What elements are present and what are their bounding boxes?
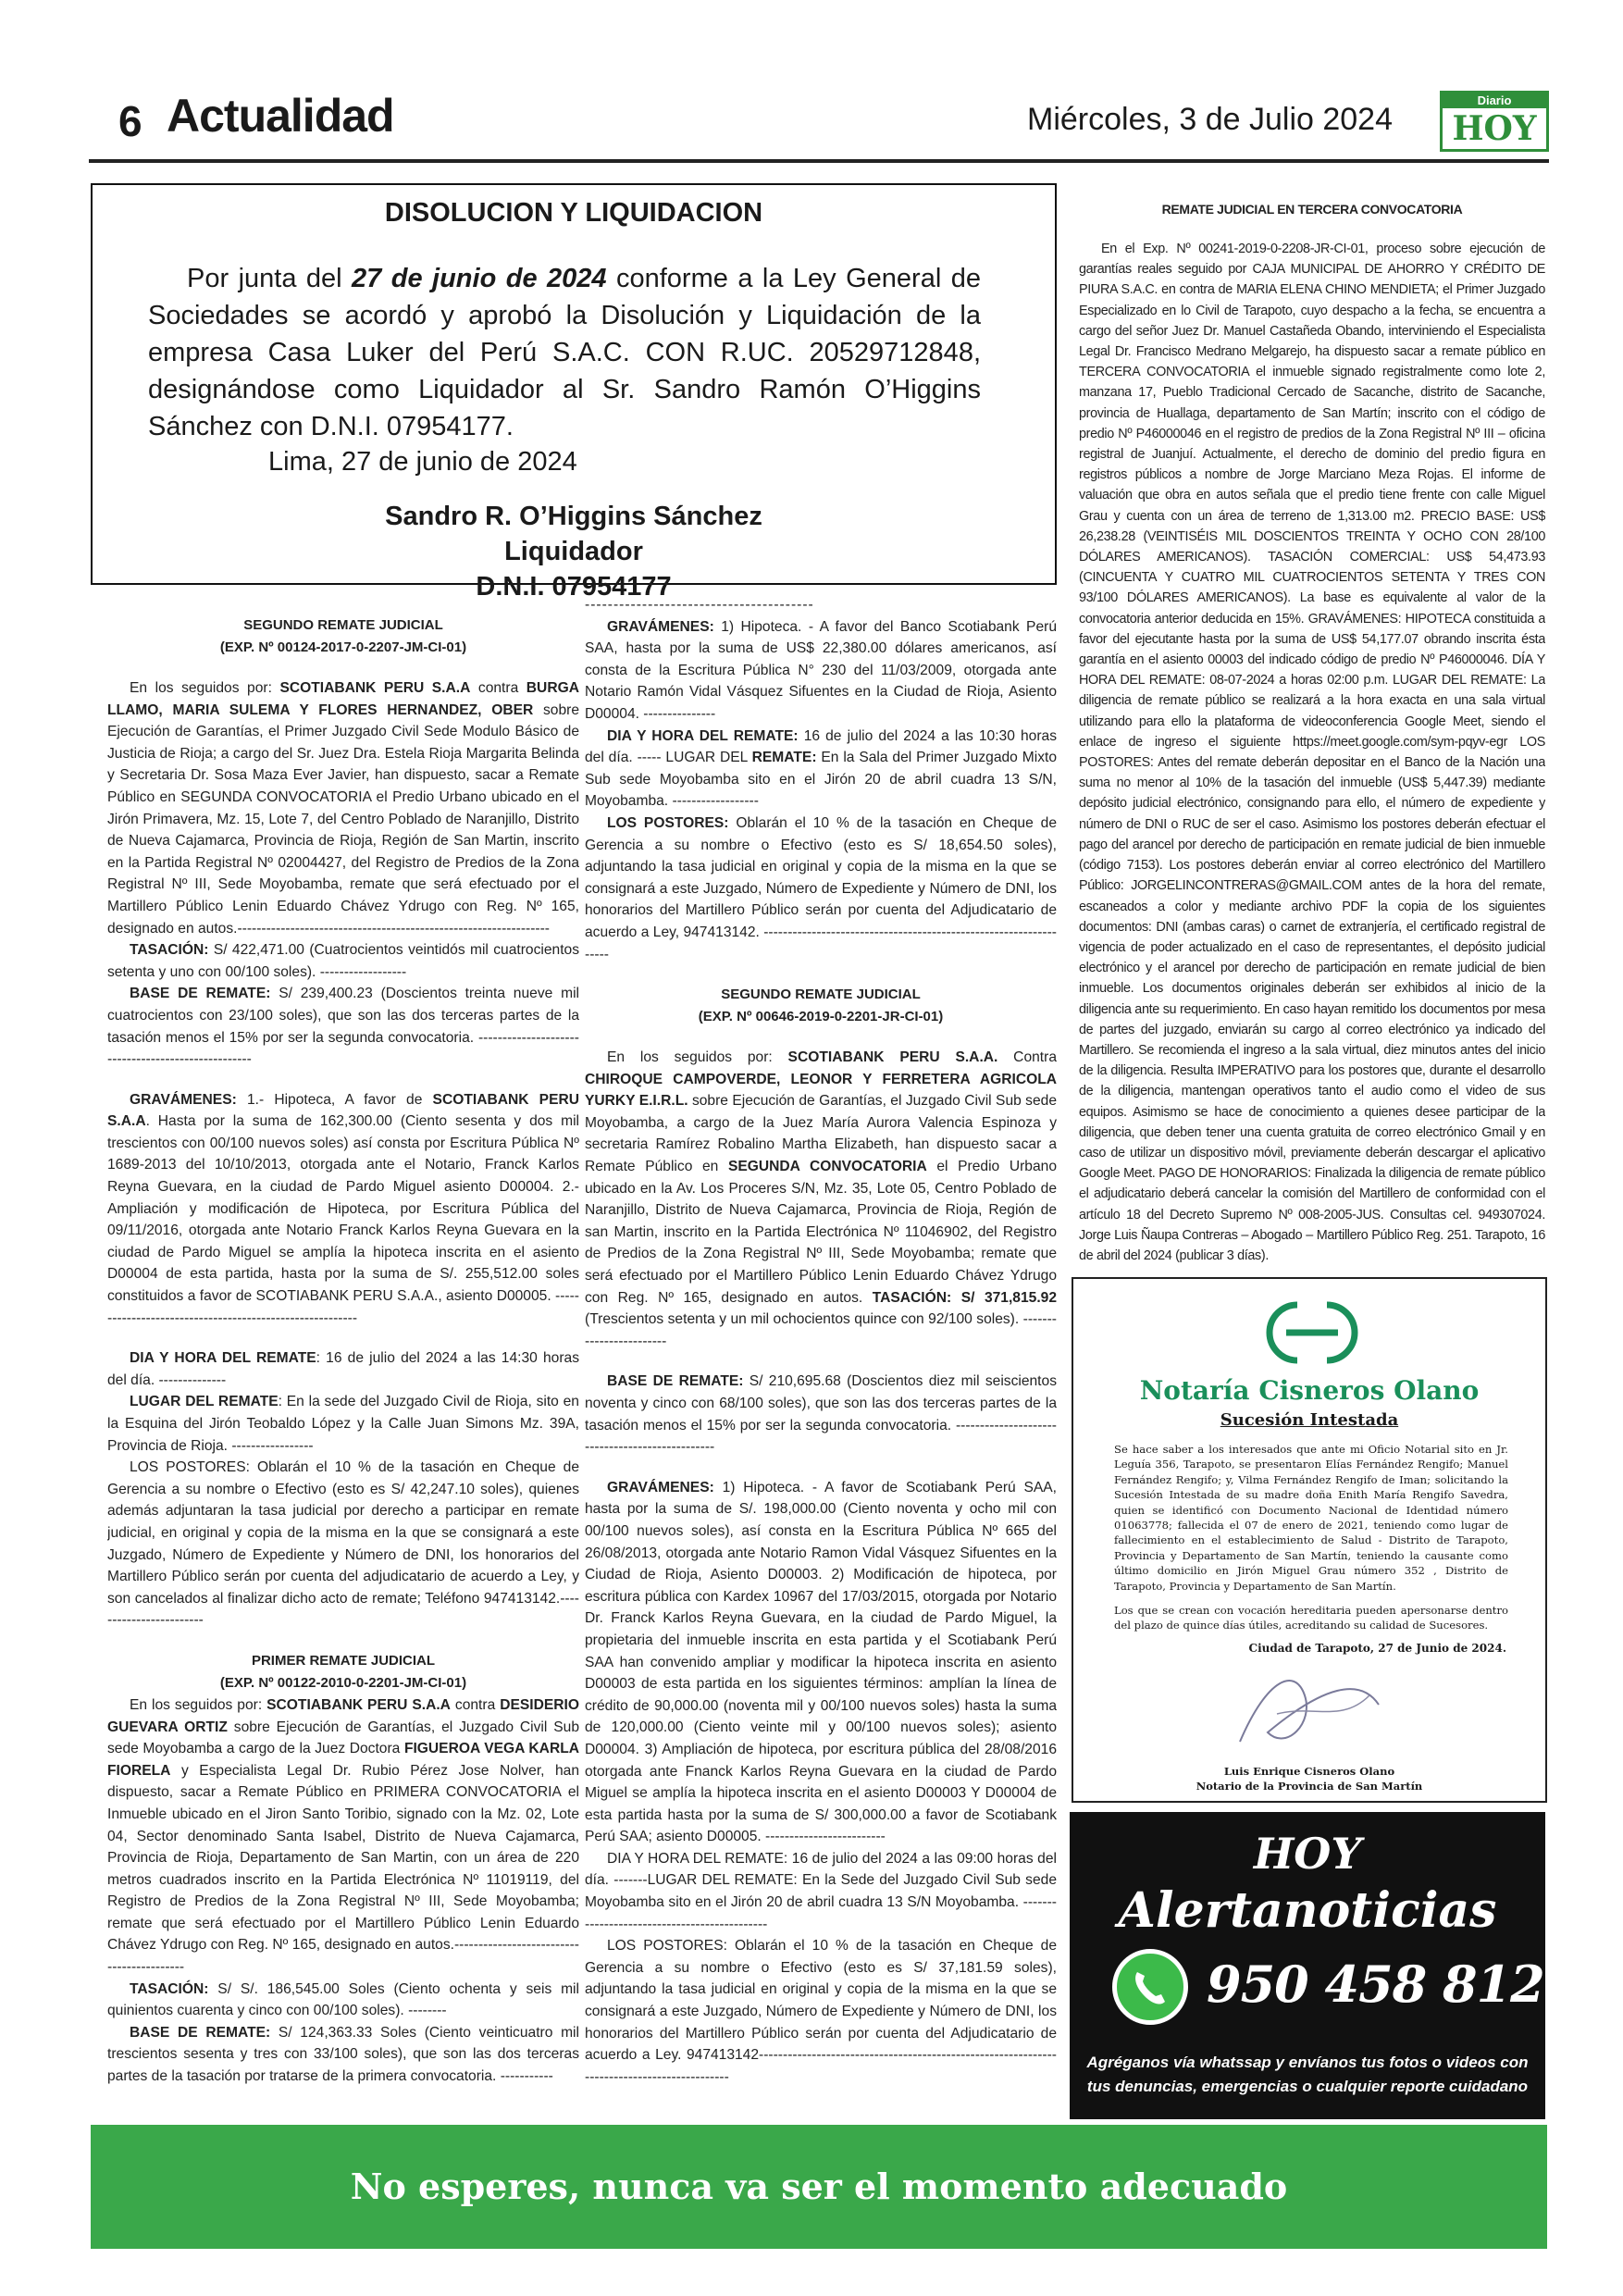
disolucion-sig-role: Liquidador xyxy=(504,537,643,566)
logo-main: HOY xyxy=(1452,109,1537,148)
disolucion-sig-name: Sandro R. O’Higgins Sánchez xyxy=(385,502,762,531)
disolucion-place: Lima, 27 de junio de 2024 xyxy=(268,447,577,477)
alerta-phone: 950 458 812 xyxy=(1207,1955,1544,2014)
logo-top: Diario xyxy=(1443,93,1546,108)
whatsapp-icon xyxy=(1112,1949,1188,2025)
remate1-lugar: LUGAR DEL REMATE: En la sede del Juzgado Civil de Rioja, sito en la Esquina del Jirón Teobaldo López y la Calle Juan Simons Mz. 39A, Provincia de Rioja. ----------------- xyxy=(107,1394,579,1454)
remate1-exp: (EXP. Nº 00124-2017-0-2207-JM-CI-01) xyxy=(219,639,467,655)
column-1 xyxy=(107,614,579,2104)
remate1-gravamenes: GRAVÁMENES: 1.- Hipoteca, A favor de SCOTIABANK PERU S.A.A. Hasta por la suma de 162,300.00 (Ciento sesenta y dos mil trescientos con 00/100 nuevos soles) así consta por Escritura Pública Nº 1689-2013 del 10/10/2013, otorgada ante el Notario, Franck Karlos Reyna Guevara, en la ciudad de Pardo Miguel asiento D00004. 2.- Ampliación y modificación de Hipoteca, por Escritura Pública del 09/11/2016, otorgada ante Notario Franck Karlos Reyna Guevara en la ciudad de Pardo Miguel se amplía la hipoteca inscrita en el asiento D00004 de esta partida, hasta por la suma de S/. 255,512.00 soles constituidos a favor de SCOTIABANK PERU S.A.A., asiento D00005. --------------------------------------------------------- xyxy=(107,1091,579,1326)
disolucion-sig-dni: D.N.I. 07954177 xyxy=(476,572,672,602)
remate2-exp: (EXP. Nº 00122-2010-0-2201-JM-CI-01) xyxy=(219,1674,467,1691)
remate1-intro: En los seguidos por: SCOTIABANK PERU S.A.A contra BURGA LLAMO, MARIA SULEMA Y FLORES HERNANDEZ, OBER sobre Ejecución de Garantías, el Primer Juzgado Civil Sede Modulo Básico de Justicia de Rioja; a cargo del Sr. Juez Dra. Estela Rioja Margarita Belinda y Secretaria Dr. Sosa Maza Ever Javier, han dispuesto, sacar a Remate Público en SEGUNDA CONVOCATORIA el Predio Urbano ubicado en el Jirón Primavera, Mz. 15, Lote 7, del Centro Poblado de Naranjillo, Distrito de Nueva Cajamarca, Provincia de Rioja, Región de San Martin, inscrito en la Partida Registral Nº 02004427, del Registro de Predios de la Zona Registral Nº III, Sede Moyobamba, remate que será efectuado por el Martillero Público Lenin Eduardo Chávez Ydrugo con Reg. Nº 165, designado en autos.----------------------------------------------------------------- xyxy=(107,680,579,937)
remate3-exp: (EXP. Nº 00646-2019-0-2201-JR-CI-01) xyxy=(698,1009,944,1025)
column-2 xyxy=(585,594,1057,2084)
remate3-gravamenes: GRAVÁMENES: 1) Hipoteca. - A favor de Scotiabank Perú SAA, hasta por la suma de S/. 198,000.00 (Ciento noventa y ocho mil con 00/100 nuevos soles), así consta en la Escritura Pública Nº 665 del 26/08/2013, otorgada ante Notario Ramon Vidal Vásquez Sifuentes en la Ciudad de Rioja, Asiento D00003. 2) Modificación de hipoteca, por escritura pública con Kardex 10967 del 17/03/2015, otorgada por Notario Dr. Franck Karlos Reyna Guevara, en la ciudad de Pardo Miguel, la propietaria del inmueble inscrita en esta partida y el Scotiabank Perú SAA han convenido ampliar y modificar la hipoteca inscrita en asiento D00003 de esta partida en los siguientes términos: amplían la línea de crédito de 90,000.00 (noventa mil y 00/100 nuevos soles) hasta la suma de 120,000.00 (Ciento veinte mil y 00/100 nuevos soles); asiento D00004. 3) Ampliación de hipoteca, por escritura pública del 28/08/2016 otorgada ante Fnanck Karlos Reyna Guevara en la ciudad de Pardo Miguel se amplía la hipoteca inscrita en el asiento D00003 Y D00004 de esta partida hasta por la suma de S/ 300,000.00 a favor de Scotiabank Perú SAA; asiento D00005. ------------------------- xyxy=(585,1479,1057,1845)
col2-gravamenes: GRAVÁMENES: 1) Hipoteca. - A favor del Banco Scotiabank Perú SAA, hasta por la suma de US$ 22,380.00 dólares americanos, así consta de la Escritura Pública N° 230 del 11/03/2009, otorgada ante Notario Ramón Vidal Vásquez Sifuentes en la Ciudad de Rioja, Asiento D00004. --------------- xyxy=(585,618,1057,722)
remate2-base: BASE DE REMATE: S/ 124,363.33 Soles (Ciento veinticuatro mil trescientos sesenta y tres con 33/100 soles), que son las dos terceras partes de la tasación por tratarse de la primera convocatoria. ----------- xyxy=(107,2024,579,2085)
notaria-sig-name: Luis Enrique Cisneros Olano xyxy=(1223,1765,1395,1778)
alerta-footer: Agréganos vía whatssap y envíanos tus fotos o videos con tus denuncias, emergencias o cualquier reporte cuidadano xyxy=(1086,2054,1529,2095)
notaria-signature xyxy=(1073,1764,1545,1793)
remate1-postores: LOS POSTORES: Oblarán el 10 % de la tasación en Cheque de Gerencia a su nombre o Efectivo (esto es S/ 42,247.10 soles), quienes además adjuntaran la tasa judicial por derecho a participar en remate judicial, en original y copia de la misma en la que se consignará a este Juzgado, Número de Expediente y Número de DNI, los honorarios del Martillero Público serán por cuenta del adjudicatario de acuerdo a Ley, y son cancelados al finalizar dicho acto de remate; Teléfono 947413142.------------------------ xyxy=(107,1459,579,1629)
signature-icon xyxy=(1212,1658,1397,1760)
remate3-title: SEGUNDO REMATE JUDICIAL xyxy=(721,987,921,1003)
remate2-title: PRIMER REMATE JUDICIAL xyxy=(251,1652,436,1669)
notaria-name: Notaría Cisneros Olano xyxy=(1139,1375,1480,1406)
notaria-p1: Se hace saber a los interesados que ante mi Oficio Notarial sito en Jr. Leguía 356, Tarapoto, se presentaron Elías Fernández Rengifo; Manuel Fernández Rengifo; y, Vilma Fernández Rengifo de Iman; solicitando la Sucesión Intestada de su madre doña Enith María Rengifo Savedra, quien se identificó con Documento Nacional de Identidad número 01063778; fallecida el 07 de enero de 2021, teniendo como lugar de fallecimiento en el establecimiento de Salud - Distrito de Tarapoto, Provincia y Departamento de San Martín, teniendo la causante como último domicilio en Jirón Miguel Grau número 352 , Distrito de Tarapoto, Provincia y Departamento de San Martín. xyxy=(1114,1443,1508,1593)
diario-hoy-logo xyxy=(1440,91,1549,152)
remate1-title: SEGUNDO REMATE JUDICIAL xyxy=(243,617,443,633)
disolucion-title: DISOLUCION Y LIQUIDACION xyxy=(384,198,763,228)
remate3-dia: DIA Y HORA DEL REMATE: 16 de julio del 2024 a las 09:00 horas del día. -------LUGAR DEL REMATE: En la Sede del Juzgado Civil Sub sede Moyobamba sito en el Jirón 20 de abril cuadra 13 S/N Moyobamba. --------------------------------------------- xyxy=(585,1850,1057,1932)
alerta-title: Alertanoticias xyxy=(1118,1882,1497,1939)
remate3-base: BASE DE REMATE: S/ 210,695.68 (Doscientos diez mil seiscientos noventa y cinco con 68/100 soles), que son las dos terceras partes de la tasación menos el 15% por ser la segunda convocatoria. ------------------------------------------------ xyxy=(585,1373,1057,1456)
issue-date: Miércoles, 3 de Julio 2024 xyxy=(1027,102,1394,137)
remate4-body: En el Exp. Nº 00241-2019-0-2208-JR-CI-01, proceso sobre ejecución de garantías reales seguido por CAJA MUNICIPAL DE AHORRO Y CRÉDITO DE PIURA S.A.C. en contra de MARIA ELENA CHINO MENDIETA; el Primer Juzgado Especializado en lo Civil de Tarapoto, cuyo despacho a la fecha, se encuentra a cargo del señor Juez Dr. Manuel Castañeda Obando, interviniendo el Especialista Legal Dr. Francisco Medrano Melgarejo, ha dispuesto sacar a remate público en TERCERA CONVOCATORIA el inmueble signado registralmente como lote 2, manzana 17, Pueblo Tradicional Cercado de Sacanche, distrito de Sacanche, provincia de Huallaga, departamento de San Martín; inscrito con el código de predio Nº P46000046 en el registro de predios de la Zona Registral Nº III – oficina registral de Juanjuí. Actualmente, el derecho de dominio del predio figura en registros públicos a nombre de Jorge Marciano Meza Rojas. El informe de valuación que obra en autos señala que el predio tiene frente con calle Miguel Grau y cuenta con un área de terreno de 1,313.00 m2. PRECIO BASE: US$ 26,238.28 (VEINTISÉIS MIL DOSCIENTOS TREINTA Y OCHO CON 28/100 DÓLARES AMERICANOS). TASACIÓN COMERCIAL: US$ 54,473.93 (CINCUENTA Y CUATRO MIL CUATROCIENTOS SETENTA Y TRES CON 93/100 DÓLARES AMERICANOS). La base es equivalente al valor de la convocatoria anterior deducida en 15%. GRAVÁMENES: HIPOTECA constituida a favor del ejecutante hasta por la suma de US$ 54,177.07 obrando inscrita ésta garantía en el asiento 00003 del indicado código de predio Nº P46000046. DÍA Y HORA DEL REMATE: 08-07-2024 a horas 02:00 p.m. LUGAR DEL REMATE: La diligencia de remate público se realizará a la hora exacta en una sala virtual utilizando para ello la plataforma de videoconferencia Google Meet, siendo el enlace de ingreso el siguiente https://meet.google.com/sym-pqyv-egr LOS POSTORES: Antes del remate deberán depositar en el Banco de la Nación una suma no menor al 10% de la tasación del inmueble (US$ 5,447.39) mediante depósito judicial electrónico, consignando para ello, el número de expediente y número de DNI o RUC de ser el caso. Asimismo los postores deberán efectuar el pago del arancel por derecho de participación en remate judicial de bien inmueble (código 7153). Los postores deberán enviar al correo electrónico del Martillero Público: JORGELINCONTRERAS@GMAIL.COM antes de la hora del remate, escaneados a color y mediante archivo PDF la copia de los siguientes documentos: DNI (ambas caras) o carnet de extranjería, el certificado registral de vigencia de poder actualizado en el caso de representantes, el depósito judicial electrónico y el arancel por derecho de participación en remate judicial de bien inmueble. Los documentos originales deberán ser exhibidos al inicio de la diligencia ante su requerimiento. En caso hayan remitido los documentos por mesa de partes del juzgado, enviarán su cargo al correo electrónico ya indicado del Martillero. Se recomienda el ingreso a la sala virtual, diez minutos antes del inicio de la diligencia. Resulta IMPERATIVO para los postores que, durante el desarrollo de la diligencia, mantengan operativos tanto el audio como el video de sus equipos. Asimismo se hace de conocimiento a quienes desee participar de la diligencia, que deben tener una cuenta gratuita de correo electrónico Gmail y en caso de utilizar un dispositivo móvil, previamente deberán descargar el aplicativo Google Meet. PAGO DE HONORARIOS: Finalizada la diligencia de remate público el adjudicatario deberá cancelar la comisión del Martillero de conformidad con el artículo 18 del Decreto Supremo Nº 008-2005-JUS. Consultas cel. 949307024. Jorge Luis Ñaupa Contreras – Abogado – Martillero Público Reg. 251. Tarapoto, 16 de abril del 2024 (publicar 3 días). xyxy=(1079,242,1545,1263)
disolucion-body: Por junta del 27 de junio de 2024 conforme a la Ley General de Sociedades se acordó y aprobó la Disolución y Liquidación de la empresa Casa Luker del Perú S.A.C. CON R.UC. 20529712848, designándose como Liquidador al Sr. Sandro Ramón O’Higgins Sánchez con D.N.I. 07954177. xyxy=(148,264,981,441)
remate1-base: BASE DE REMATE: S/ 239,400.23 (Doscientos treinta nueve mil cuatrocientos con 23/100 soles), que son las dos terceras partes de la tasación menos el 15% por ser la segunda convocatoria. --------------------------------------------------- xyxy=(107,986,579,1068)
remate3-intro: En los seguidos por: SCOTIABANK PERU S.A.A. Contra CHIROQUE CAMPOVERDE, LEONOR Y FERRETERA AGRICOLA YURKY E.I.R.L. sobre Ejecución de Garantías, el Juzgado Civil Sub sede Moyobamba, a cargo de la Juez María Aurora Valencia Espinoza y secretaria Ramírez Robalino Martha Elizabeth, han dispuesto sacar a Remate Público en SEGUNDA CONVOCATORIA el Predio Urbano ubicado en la Av. Los Proceres S/N, Mz. 35, Lote 05, Centro Poblado de Naranjillo, Distrito de Nueva Cajamarca, Provincia de Rioja, Región de san Martin, inscrito en la Partida Electrónica Nº 11046902, del Registro de Predios de la Zona Registral Nº III, Sede Moyobamba; remate que será efectuado por el Martillero Público Lenin Eduardo Chávez Ydrugo con Reg. Nº 165, designado en autos. TASACIÓN: S/ 371,815.92 (Trescientos setenta y un mil ochocientos quince con 92/100 soles). ------------------------ xyxy=(585,1049,1057,1349)
remate2-tasacion: TASACIÓN: S/ S/. 186,545.00 Soles (Ciento ochenta y seis mil quinientos cuarenta y cinco con 00/100 soles). -------- xyxy=(107,1980,579,2019)
remate2-intro: En los seguidos por: SCOTIABANK PERU S.A.A contra DESIDERIO GUEVARA ORTIZ sobre Ejecución de Garantías, el Juzgado Civil Sub sede Moyobamba a cargo de la Juez Doctora FIGUEROA VEGA KARLA FIORELA y Especialista Legal Dr. Rubio Pérez Jose Nolver, han dispuesto, sacar a Remate Público en PRIMERA CONVOCATORIA el Inmueble ubicado en el Jiron Santo Toribio, signado con la Mz. 02, Lote 04, Sector denominado Santa Isabel, Distrito de Nueva Cajamarca, Provincia de Rioja, Departamento de San Martin, con un área de 220 metros cuadrados inscrito en la Partida Electrónica Nº 11019119, del Registro de Predios de la Zona Registral Nº III, Sede Moyobamba; remate que será efectuado por el Martillero Público Lenin Eduardo Chávez Ydrugo con Reg. Nº 165, designado en autos.------------------------------------------ xyxy=(107,1696,579,1976)
remate4-title: REMATE JUDICIAL EN TERCERA CONVOCATORIA xyxy=(1161,202,1463,217)
footer-banner: No esperes, nunca va ser el momento adecuado xyxy=(91,2125,1547,2249)
page-number: 6 xyxy=(118,97,142,145)
notaria-notice xyxy=(1072,1277,1547,1803)
notaria-sig-role: Notario de la Provincia de San Martín xyxy=(1196,1780,1423,1793)
notaria-p2: Los que se crean con vocación hereditaria pueden apersonarse dentro del plazo de quince días útiles, acreditando su calidad de Sucesores. xyxy=(1114,1604,1508,1632)
notaria-body xyxy=(1114,1442,1508,1643)
alerta-hoy: HOY xyxy=(1253,1829,1362,1879)
notaria-place: Ciudad de Tarapoto, 27 de Junio de 2024. xyxy=(1248,1642,1506,1655)
disolucion-notice xyxy=(91,183,1057,602)
remate3-postores: LOS POSTORES: Oblarán el 10 % de la tasación en Cheque de Gerencia a su nombre o Efectivo (esto es S/ 37,181.59 soles), adjuntando la tasa judicial en original y copia de la misma en la que se consignará a este Juzgado, Número de Expediente y Número de DNI, los honorarios del Martillero Público serán por cuenta del Adjudicatario de acuerdo a Ley. 947413142-------------------------------------------------------------------------------------------- xyxy=(585,1938,1057,2084)
header-rule xyxy=(89,159,1549,163)
notaria-subtitle: Sucesión Intestada xyxy=(1220,1410,1399,1430)
column-3 xyxy=(1079,198,1545,1272)
alertanoticias-ad xyxy=(1070,1812,1545,2119)
notaria-logo-icon xyxy=(1258,1296,1366,1370)
col2-dash: ---------------------------------------- xyxy=(585,597,814,613)
remate1-dia: DIA Y HORA DEL REMATE: 16 de julio del 2024 a las 14:30 horas del día. -------------- xyxy=(107,1350,579,1388)
col2-postores: LOS POSTORES: Oblarán el 10 % de la tasación en Cheque de Gerencia a su nombre o Efectivo (esto es S/ 18,654.50 soles), adjuntando la tasa judicial en original y copia de la misma en la que se consignará a este Juzgado, Número de Expediente y Número de DNI, los honorarios del Martillero Público serán por cuenta del Adjudicatario de acuerdo a Ley, 947413142. ------------------------------------------------------------------ xyxy=(585,814,1057,962)
remate1-tasacion: TASACIÓN: S/ 422,471.00 (Cuatrocientos veintidós mil cuatrocientos setenta y uno con 00/100 soles). ------------------ xyxy=(107,942,579,980)
section-title: Actualidad xyxy=(167,90,394,142)
col2-dia: DIA Y HORA DEL REMATE: 16 de julio del 2024 a las 10:30 horas del día. ----- LUGAR DEL REMATE: En la Sala del Primer Juzgado Mixto Sub sede Moyobamba sito en el Jirón 20 de abril cuadra 13 S/N, Moyobamba. ------------------ xyxy=(585,727,1057,810)
